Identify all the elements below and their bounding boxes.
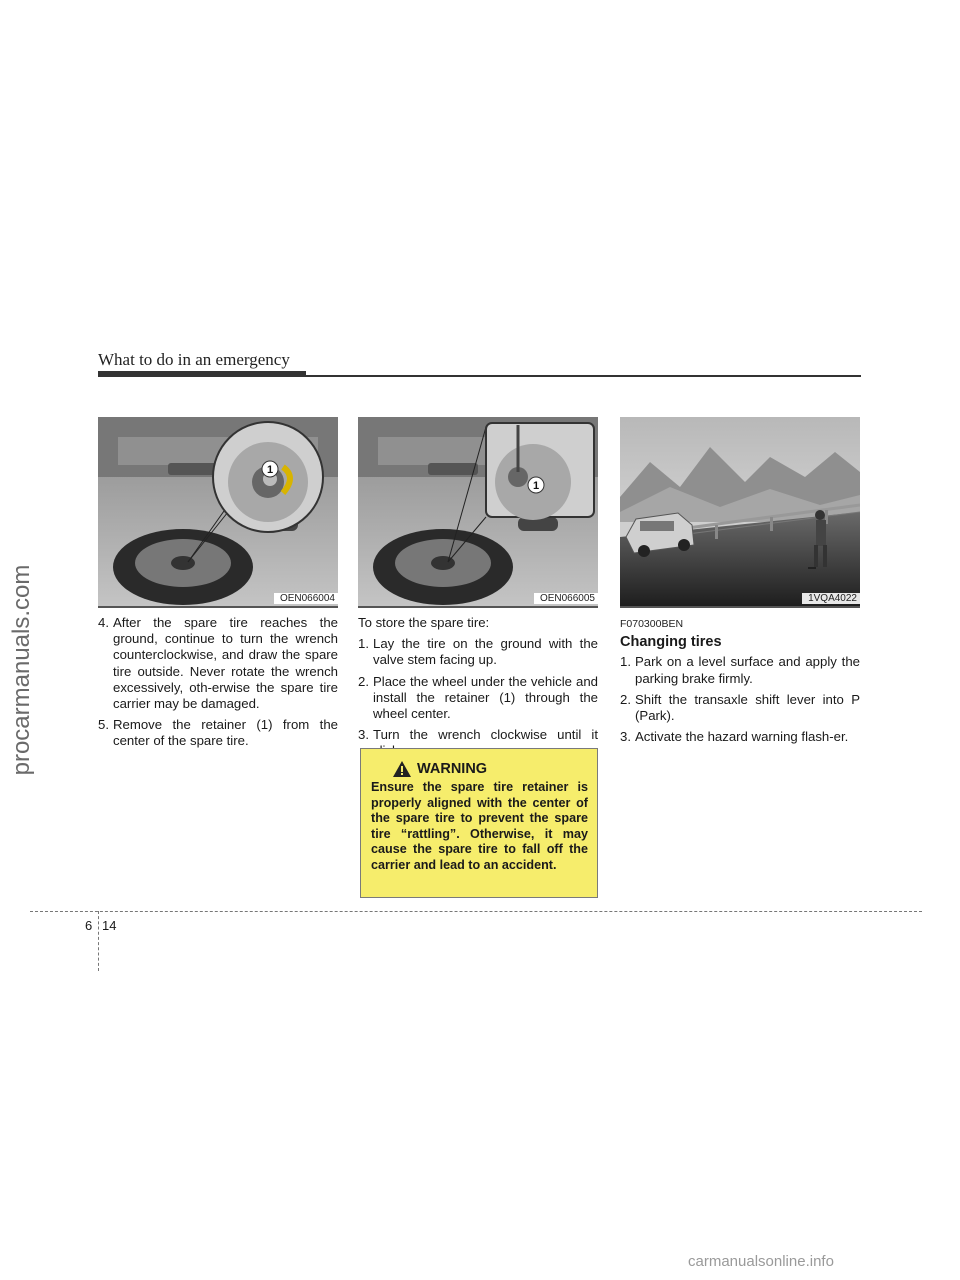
figure-code: 1VQA4022 xyxy=(802,593,860,604)
spare-tire-storage-illustration xyxy=(358,417,598,606)
spare-tire-illustration xyxy=(98,417,338,606)
step-text: After the spare tire reaches the ground, continue to turn the wrench counterclockwise, and draw the spare tire outside. Never rotate the wrench excessively, oth-erwise the spare tire carrier may be damaged. xyxy=(113,615,338,712)
warning-header xyxy=(393,761,588,777)
header-rule-accent xyxy=(98,371,306,377)
step-number: 3. xyxy=(358,727,369,743)
figure-code: OEN066005 xyxy=(534,593,598,604)
section-title: Changing tires xyxy=(620,634,722,651)
step-number: 5. xyxy=(98,717,109,733)
warning-text: Ensure the spare tire retainer is properly aligned with the center of the spare tire to prevent the spare tire “rattling”. Otherwise, it may cause the spare tire to fall off the carrier and lead to an accident. xyxy=(371,780,588,872)
step-item xyxy=(98,717,338,749)
step-item xyxy=(620,729,860,745)
callout-number: 1 xyxy=(267,464,274,476)
section-header-title: What to do in an emergency xyxy=(98,350,290,369)
column-2 xyxy=(358,417,598,765)
roadside-illustration xyxy=(620,417,860,606)
step-number: 2. xyxy=(358,673,369,689)
step-text: Activate the hazard warning flash-er. xyxy=(635,729,849,745)
column-1-text xyxy=(98,615,338,750)
section-code: F070300BEN xyxy=(620,618,684,630)
bottom-watermark: carmanualsonline.info xyxy=(688,1253,834,1270)
warning-title: WARNING xyxy=(417,761,488,777)
figure-retainer-removal xyxy=(98,417,338,608)
side-watermark xyxy=(4,540,40,800)
step-text: Park on a level surface and apply the parking brake firmly. xyxy=(635,654,860,686)
step-number: 1. xyxy=(358,636,369,652)
step-text: Lay the tire on the ground with the valve stem facing up. xyxy=(373,636,598,668)
step-item xyxy=(98,615,338,712)
step-number: 3. xyxy=(620,729,631,745)
figure-code: OEN066004 xyxy=(274,593,338,604)
step-text: Shift the transaxle shift lever into P (Park). xyxy=(635,691,860,724)
step-item xyxy=(358,674,598,723)
figure-roadside xyxy=(620,417,860,608)
step-text: Remove the retainer (1) from the center of the spare tire. xyxy=(113,717,338,749)
column-3 xyxy=(620,417,860,750)
step-number: 1. xyxy=(620,654,631,670)
warning-box xyxy=(360,748,598,898)
column-3-text xyxy=(620,616,860,745)
figure-retainer-install xyxy=(358,417,598,608)
step-item xyxy=(620,654,860,686)
step-number: 2. xyxy=(620,691,631,707)
page-chapter: 6 xyxy=(85,918,93,933)
step-item xyxy=(620,692,860,724)
warning-triangle-icon xyxy=(393,761,411,777)
column-2-intro: To store the spare tire: xyxy=(358,615,490,630)
step-text: Place the wheel under the vehicle and install the retainer (1) through the wheel center. xyxy=(373,673,598,722)
callout-number: 1 xyxy=(533,480,540,492)
column-2-text xyxy=(358,615,598,760)
side-watermark-text: procarmanuals.com xyxy=(8,564,35,776)
column-1 xyxy=(98,417,338,755)
step-item xyxy=(358,636,598,668)
page-number: 14 xyxy=(102,918,117,933)
footer-vertical-rule xyxy=(98,911,99,971)
step-text: Turn the wrench clockwise until it xyxy=(373,727,598,743)
step-number: 4. xyxy=(98,615,109,630)
footer-rule xyxy=(30,911,922,912)
